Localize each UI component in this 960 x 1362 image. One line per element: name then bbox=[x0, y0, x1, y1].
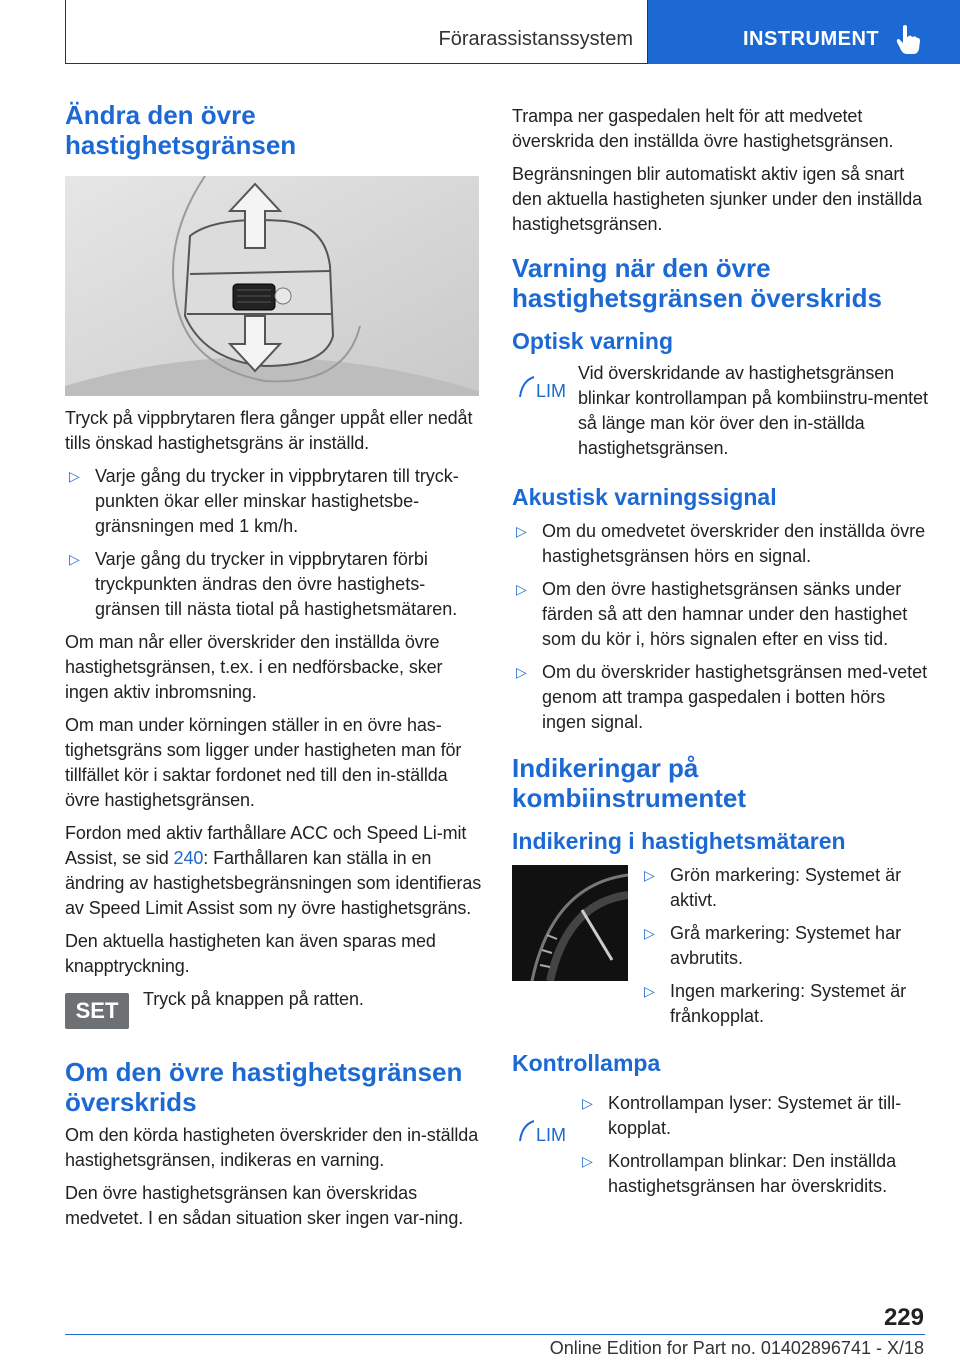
list-item bbox=[578, 1091, 928, 1141]
paragraph: Begränsningen blir automatiskt aktiv igen så snart den aktuella hastigheten sjunker under den inställda hastighetsgränsen. bbox=[512, 164, 923, 234]
right-column bbox=[512, 104, 928, 1211]
list-item bbox=[640, 863, 928, 913]
paragraph: Den övre hastighetsgränsen kan överskridas medvetet. I en sådan situation sker ingen var-ning. bbox=[65, 1183, 464, 1228]
triangle-bullet-icon: ▷ bbox=[516, 523, 527, 539]
list-item-text: Kontrollampan lyser: Systemet är till-kopplat. bbox=[608, 1093, 902, 1138]
list-item-text: Om den övre hastighetsgränsen sänks under färden så att den hamnar under den hastighet som du kör i, hörs signalen efter en viss tid. bbox=[542, 579, 908, 649]
list-item bbox=[512, 519, 928, 569]
list-item bbox=[65, 547, 483, 622]
indicator-lamp-block bbox=[512, 1091, 928, 1211]
left-column bbox=[65, 100, 483, 1239]
subheading-speedometer: Indikering i hastighetsmätaren bbox=[512, 828, 846, 854]
list-item bbox=[65, 464, 483, 539]
page-link[interactable]: 240 bbox=[173, 848, 204, 868]
page-number: 229 bbox=[883, 1304, 924, 1331]
indicator-lamp-list bbox=[578, 1091, 928, 1207]
set-button-icon: SET bbox=[65, 993, 129, 1029]
lim-indicator-icon bbox=[514, 1111, 570, 1147]
heading-indications: Indikeringar på kombiinstrumentet bbox=[512, 753, 747, 813]
triangle-bullet-icon: ▷ bbox=[644, 983, 655, 999]
speedometer-image bbox=[512, 865, 628, 981]
header-section-title: Förarassistanssystem bbox=[438, 28, 633, 50]
header-tab-label: INSTRUMENT bbox=[743, 28, 880, 50]
subheading-indicator-lamp: Kontrollampa bbox=[512, 1050, 661, 1076]
list-item-text: Grå markering: Systemet har avbrutits. bbox=[670, 923, 902, 968]
list-item-text: Ingen markering: Systemet är frånkopplat. bbox=[670, 981, 907, 1026]
footer-edition: Online Edition for Part no. 01402896741 - X/18 bbox=[549, 1338, 924, 1358]
heading-change-limit: Ändra den övre hastighetsgränsen bbox=[65, 100, 297, 160]
list-item bbox=[640, 979, 928, 1029]
lim-label: LIM bbox=[536, 381, 567, 401]
triangle-bullet-icon: ▷ bbox=[582, 1095, 593, 1111]
list-item-text: Grön markering: Systemet är aktivt. bbox=[670, 865, 902, 910]
triangle-bullet-icon: ▷ bbox=[516, 581, 527, 597]
list-item bbox=[640, 921, 928, 971]
hand-pointer-icon bbox=[896, 24, 920, 54]
speedometer-block bbox=[512, 865, 928, 1035]
lim-label: LIM bbox=[536, 1125, 567, 1145]
optical-warning-text: Vid överskridande av hastighetsgränsen blinkar kontrollampan på kombiinstru-mentet så länge man kör över den in-ställda hastighetsgränsen. bbox=[578, 363, 928, 458]
paragraph-text: Fordon med aktiv farthållare ACC och Speed Li-mit Assist, se sid bbox=[65, 823, 467, 868]
list-item bbox=[512, 660, 928, 735]
speedometer-list bbox=[640, 863, 928, 1037]
set-button-row bbox=[65, 987, 483, 1039]
paragraph: Tryck på vippbrytaren flera gånger uppåt eller nedåt tills önskad hastighetsgräns är inställd. bbox=[65, 408, 473, 453]
triangle-bullet-icon: ▷ bbox=[582, 1153, 593, 1169]
lim-indicator-icon bbox=[514, 367, 570, 403]
paragraph-acc bbox=[65, 821, 483, 921]
triangle-bullet-icon: ▷ bbox=[69, 468, 80, 484]
triangle-bullet-icon: ▷ bbox=[644, 925, 655, 941]
list-item-text: Kontrollampan blinkar: Den inställda hastighetsgränsen har överskridits. bbox=[608, 1151, 897, 1196]
heading-warning: Varning när den övre hastighetsgränsen överskrids bbox=[512, 253, 882, 313]
footer-divider bbox=[65, 1334, 925, 1335]
subheading-optical-warning: Optisk varning bbox=[512, 328, 674, 354]
triangle-bullet-icon: ▷ bbox=[69, 551, 80, 567]
list-item bbox=[512, 577, 928, 652]
subheading-acoustic-warning: Akustisk varningssignal bbox=[512, 484, 777, 510]
header-section-box bbox=[65, 0, 648, 64]
triangle-bullet-icon: ▷ bbox=[516, 664, 527, 680]
list-item bbox=[578, 1149, 928, 1199]
heading-limit-exceeded: Om den övre hastighetsgränsen överskrids bbox=[65, 1057, 463, 1117]
triangle-bullet-icon: ▷ bbox=[644, 867, 655, 883]
paragraph-text: : Farthållaren kan ställa in en ändring av hastighetsbegränsningen som identifieras av Speed Limit Assist som ny övre hastighetsgräns. bbox=[65, 848, 482, 918]
paragraph: Trampa ner gaspedalen helt för att medvetet överskrida den inställda övre hastighetsgränsen. bbox=[512, 106, 894, 151]
header-tab[interactable] bbox=[648, 0, 960, 64]
paragraph: Den aktuella hastigheten kan även sparas med knapptryckning. bbox=[65, 931, 436, 976]
list-item-text: Om du omedvetet överskrider den inställda övre hastighetsgränsen hörs en signal. bbox=[542, 521, 926, 566]
paragraph: Om man under körningen ställer in en övre has-tighetsgräns som ligger under hastigheten man för tillfället kör i saktar fordonet ned till den in-ställda övre hastighetsgränsen. bbox=[65, 715, 462, 810]
list-item-text: Om du överskrider hastighetsgränsen med-vetet genom att trampa gaspedalen i botten hörs ingen signal. bbox=[542, 662, 928, 732]
steering-rocker-switch-image bbox=[65, 176, 479, 396]
list-item-text: Varje gång du trycker in vippbrytaren förbi tryckpunkten ändras den övre hastighets-gränsen till nästa tiotal på hastighetsmätaren. bbox=[95, 549, 458, 619]
set-instruction: Tryck på knappen på ratten. bbox=[143, 989, 364, 1009]
paragraph: Om man når eller överskrider den inställda övre hastighetsgränsen, t.ex. i en nedförsbacke, sker ingen aktiv inbromsning. bbox=[65, 632, 443, 702]
paragraph: Om den körda hastigheten överskrider den in-ställda hastighetsgränsen, indikeras en varning. bbox=[65, 1125, 479, 1170]
optical-warning-block bbox=[512, 361, 928, 461]
list-item-text: Varje gång du trycker in vippbrytaren till tryck-punkten ökar eller minskar hastighetsbe-gränsningen med 1 km/h. bbox=[95, 466, 459, 536]
